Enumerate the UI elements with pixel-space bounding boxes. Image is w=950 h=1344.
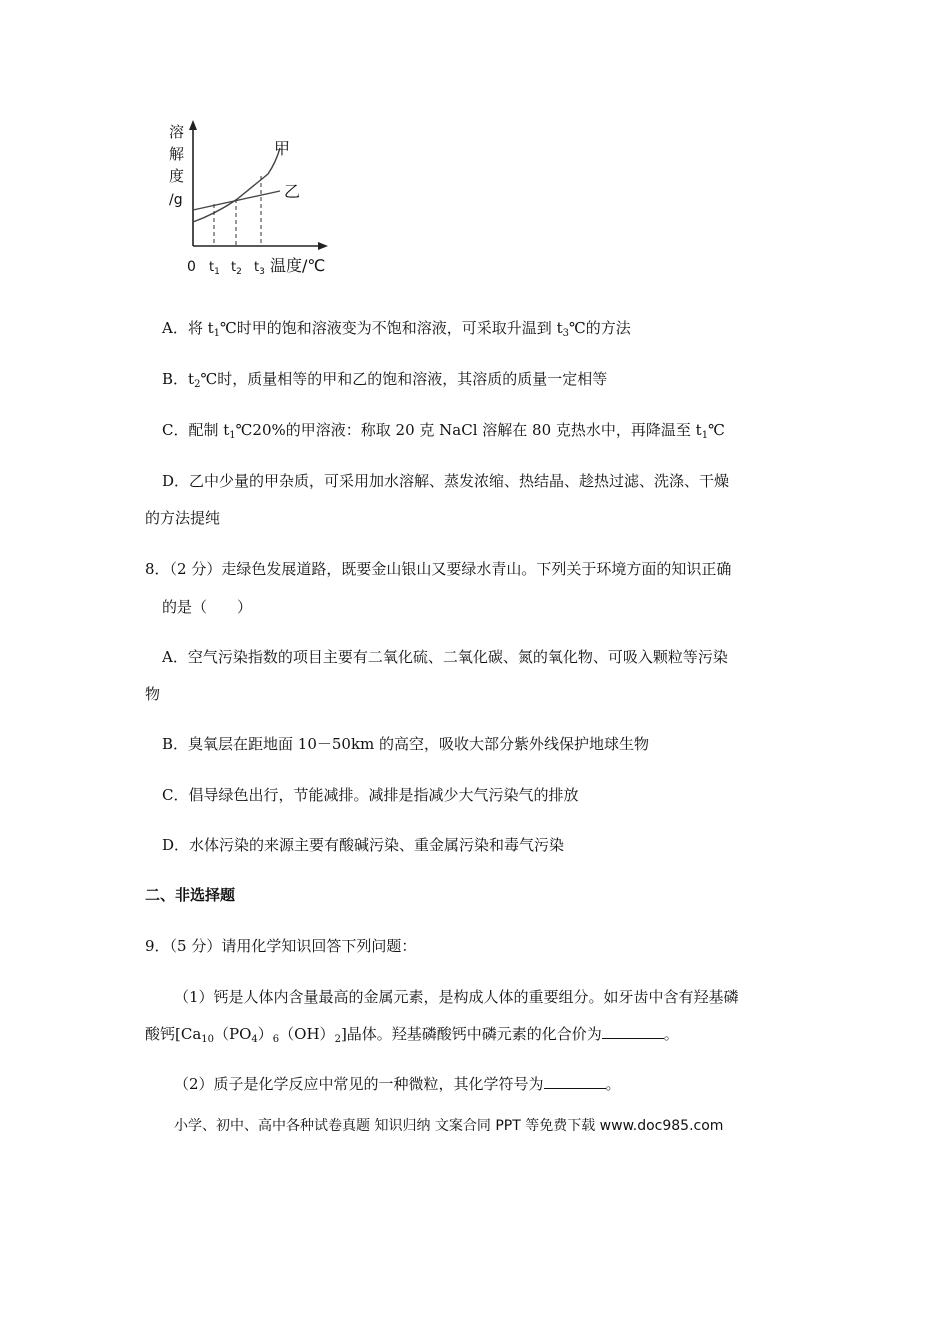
q7-option-d-line1: D．乙中少量的甲杂质，可采用加水溶解、蒸发浓缩、热结晶、趁热过滤、洗涤、干燥 — [162, 472, 730, 490]
curve-jia — [193, 148, 280, 222]
q7-option-a: A．将 $t_1℃$时甲的饱和溶液变为不饱和溶液，可采取升温到 $t_3℃$的方法 — [162, 319, 631, 339]
y-label-4: /g — [169, 192, 183, 208]
x-axis-arrow — [318, 242, 328, 250]
q7-option-b: B．$t_2℃$时，质量相等的甲和乙的饱和溶液，其溶质的质量一定相等 — [162, 370, 608, 390]
q8-option-c: C．倡导绿色出行，节能减排。减排是指减少大气污染气的排放 — [162, 786, 579, 804]
footer-text: 小学、初中、高中各种试卷真题 知识归纳 文案合同 PPT 等免费下载 www.doc985.com — [174, 1118, 724, 1134]
y-axis-arrow — [189, 120, 197, 130]
q8-option-a-line2: 物 — [145, 685, 161, 703]
q9-stem: 9．（5 分）请用化学知识回答下列问题： — [145, 937, 417, 955]
section-title: 二、非选择题 — [145, 886, 236, 904]
q7-option-c: C．配制 $t_1℃20\%$的甲溶液：称取 20 克 NaCl 溶解在 80 克热水中，再降温至 $t_1℃$ — [162, 421, 725, 441]
x-axis-label: 温度/℃ — [270, 256, 326, 275]
solubility-graph — [160, 118, 490, 288]
tick-t1: $t_1$ — [209, 260, 220, 277]
answer-blank-2[interactable] — [544, 1074, 606, 1089]
label-jia: 甲 — [274, 139, 291, 158]
q8-option-b: B．臭氧层在距地面 10－50km 的高空，吸收大部分紫外线保护地球生物 — [162, 735, 650, 753]
origin-label: 0 — [187, 259, 196, 275]
q8-option-d: D．水体污染的来源主要有酸碱污染、重金属污染和毒气污染 — [162, 836, 565, 854]
q9-part1-line2: 酸钙$[Ca_{10}(PO_4)_6(OH)_2]$晶体。羟基磷酸钙中磷元素的化合价为 。 — [145, 1025, 679, 1045]
q8-stem-line1: 8．（2 分）走绿色发展道路，既要金山银山又要绿水青山。下列关于环境方面的知识正确 — [145, 560, 732, 578]
q9-part1-line1: （1）钙是人体内含量最高的金属元素，是构成人体的重要组分。如牙齿中含有羟基磷 — [174, 988, 739, 1006]
q7-option-d-line2: 的方法提纯 — [145, 509, 221, 527]
answer-blank-1[interactable] — [602, 1024, 664, 1039]
tick-t3: $t_3$ — [254, 260, 265, 277]
y-label-3: 度 — [169, 167, 185, 185]
y-label-2: 解 — [169, 145, 185, 163]
q9-part2: （2）质子是化学反应中常见的一种微粒，其化学符号为 。 — [174, 1075, 621, 1093]
label-yi: 乙 — [284, 182, 301, 201]
q8-option-a-line1: A．空气污染指数的项目主要有二氧化硫、二氧化碳、氮的氧化物、可吸入颗粒等污染 — [162, 648, 728, 666]
tick-t2: $t_2$ — [231, 260, 242, 277]
y-label-1: 溶 — [169, 123, 185, 141]
q8-stem-line2: 的是（ ） — [162, 598, 253, 616]
